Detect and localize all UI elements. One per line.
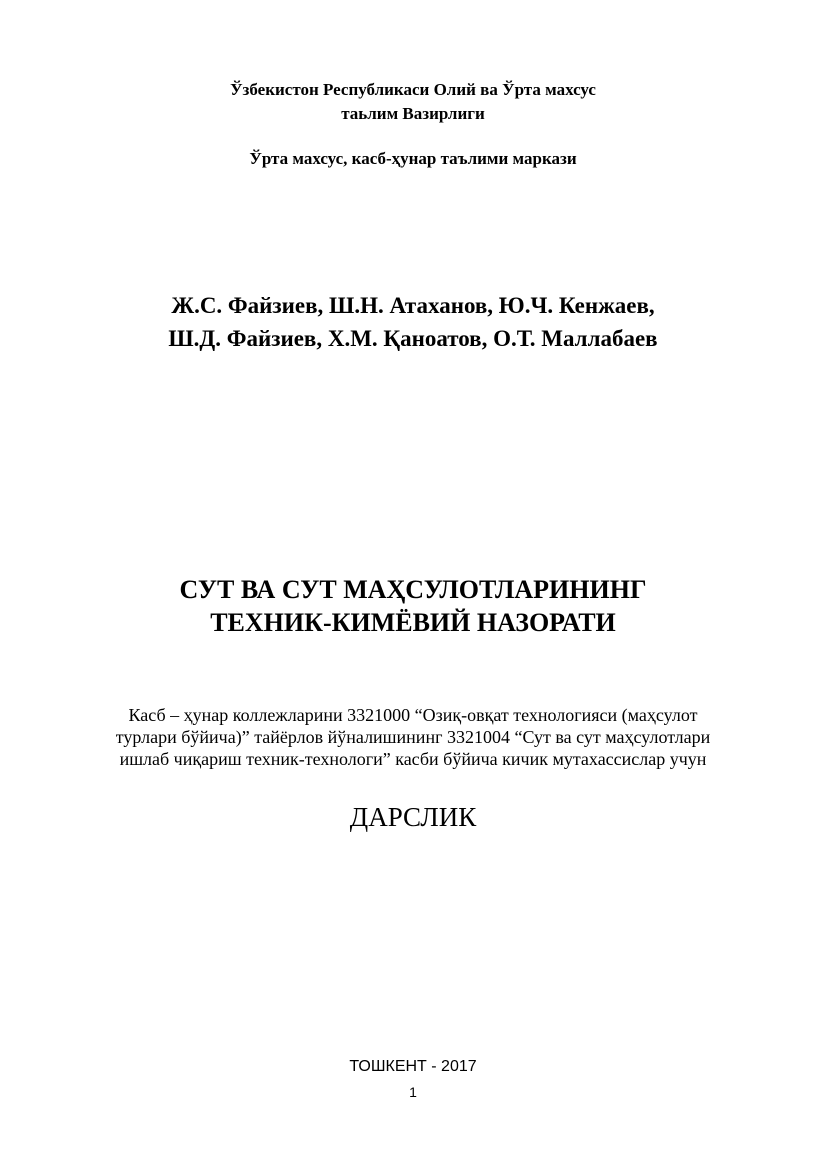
ministry-line-2: таьлим Вазирлиги (341, 104, 485, 123)
genre-label: ДАРСЛИК (349, 802, 477, 832)
authors-line-2: Ш.Д. Файзиев, Х.М. Қаноатов, О.Т. Маллабаев (168, 326, 658, 351)
description-line-3: ишлаб чиқариш техник-технологи” касби бўйича кичик мутахассислар учун (119, 749, 707, 769)
page-number: 1 (409, 1084, 417, 1100)
description-line-1: Касб – ҳунар коллежларини 3321000 “Озиқ-овқат технологияси (маҳсулот (128, 705, 698, 725)
education-center: Ўрта махсус, касб-ҳунар таълими маркази (249, 149, 577, 168)
ministry-line-1: Ўзбекистон Республикаси Олий ва Ўрта махсус (230, 80, 596, 99)
authors-line-1: Ж.С. Файзиев, Ш.Н. Атаханов, Ю.Ч. Кенжаев, (171, 293, 655, 318)
book-title-line-1: СУТ ВА СУТ МАҲСУЛОТЛАРИНИНГ (179, 575, 647, 604)
description-line-2: турлари бўйича)” тайёрлов йўналишининг 3321004 “Сут ва сут маҳсулотлари (115, 727, 711, 747)
city-year: ТОШКЕНТ - 2017 (349, 1058, 477, 1075)
book-title-line-2: ТЕХНИК-КИМЁВИЙ НАЗОРАТИ (210, 608, 616, 637)
